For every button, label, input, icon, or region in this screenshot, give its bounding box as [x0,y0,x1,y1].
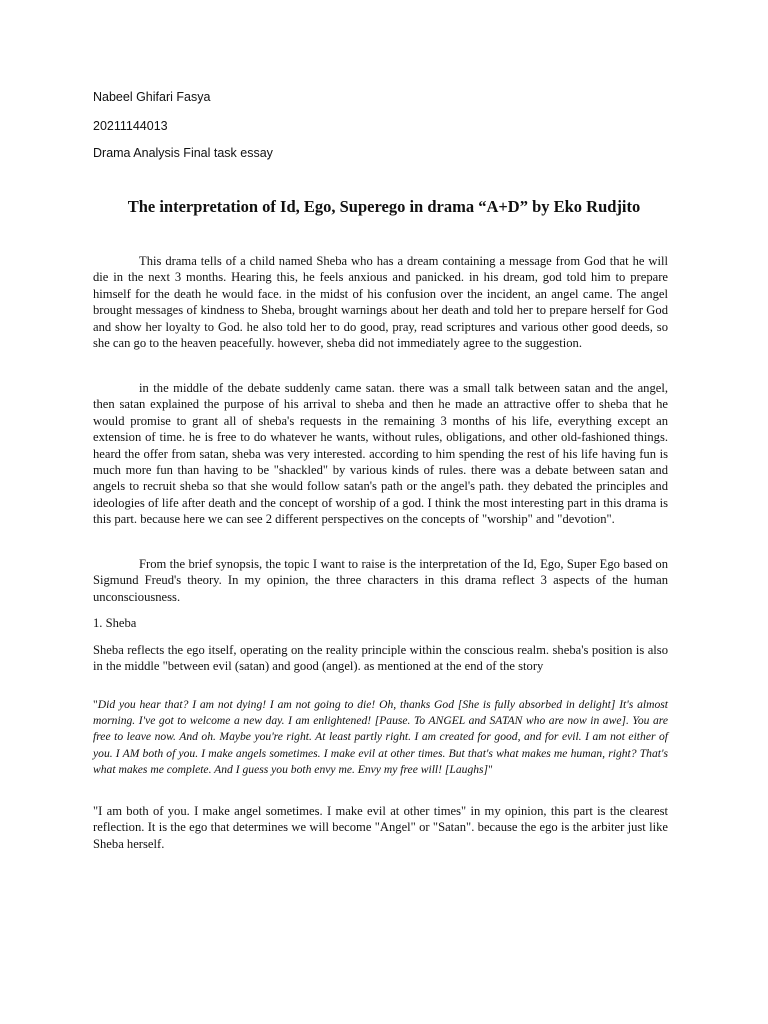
section-heading-sheba: 1. Sheba [93,616,137,630]
drama-quote [93,697,668,778]
paragraph-synopsis-2: in the middle of the debate suddenly came satan. there was a small talk between satan and the angel, then satan explained the purpose of his arrival to sheba and then he made an attractive offer to sheba that he would promise to grant all of sheba's requests in the remaining 3 months of his life, everything except an extension of time. he is free to do whatever he wants, without rules, obligations, and other old-fashioned things. heard the offer from satan, sheba was very interested. according to him spending the rest of his life having fun is much more fun than having to be "shackled" by various kinds of rules. there was a debate between satan and angels to recruit sheba so that she would follow satan's path or the angel's path. they debated the principles and ideologies of life after death and the concept of worship of a god. I think the most interesting part in this drama is this part. because here we can see 2 different perspectives on the concepts of "worship" and "devotion". [93,381,668,527]
essay-title: The interpretation of Id, Ego, Superego in drama “A+D” by Eko Rudjito [127,197,641,216]
author-name: Nabeel Ghifari Fasya [93,90,211,104]
paragraph-sheba-ego: Sheba reflects the ego itself, operating on the reality principle within the conscious realm. sheba's position is also in the middle "between evil (satan) and good (angel). as mentioned at the end of the story [93,643,668,674]
course-label: Drama Analysis Final task essay [93,146,273,160]
quote-text: Did you hear that? I am not dying! I am not going to die! Oh, thanks God [She is fully absorbed in delight] It's almost morning. I've got to welcome a new day. I am enlightened! [Pause. To ANGEL and SATAN who are now in awe]. You are free to leave now. And oh. Maybe you're right. At least partly right. I am created for good, and for evil. I am not either of you. I AM both of you. I make angels sometimes. I make evil at other times. But that's what makes me human, right? That's what makes me complete. And I guess you both envy me. Envy my free will! [Laughs] [93,698,668,776]
paragraph-synopsis-1: This drama tells of a child named Sheba who has a dream containing a message from God that he will die in the next 3 months. Hearing this, he feels anxious and panicked. in his dream, god told him to prepare himself for the death he would face. in the midst of his confusion over the incident, an angel came. The angel brought messages of kindness to Sheba, brought warnings about her death and told her to prepare herself for God and show her loyalty to God. he also told her to do good, pray, read scriptures and various other good deeds, so she can go to the heaven peacefully. however, sheba did not immediately agree to the suggestion. [93,254,668,351]
paragraph-topic: From the brief synopsis, the topic I want to raise is the interpretation of the Id, Ego, Super Ego based on Sigmund Freud's theory. In my opinion, the three characters in this drama reflect 3 aspects of the human unconsciousness. [93,557,668,604]
quote-open-mark: " [93,698,98,711]
quote-close-mark: " [488,762,493,776]
student-id: 20211144013 [93,119,168,133]
paragraph-analysis: "I am both of you. I make angel sometimes. I make evil at other times" in my opinion, this part is the clearest reflection. It is the ego that determines we will become "Angel" or "Satan". because the ego is the arbiter just like Sheba herself. [93,804,668,851]
